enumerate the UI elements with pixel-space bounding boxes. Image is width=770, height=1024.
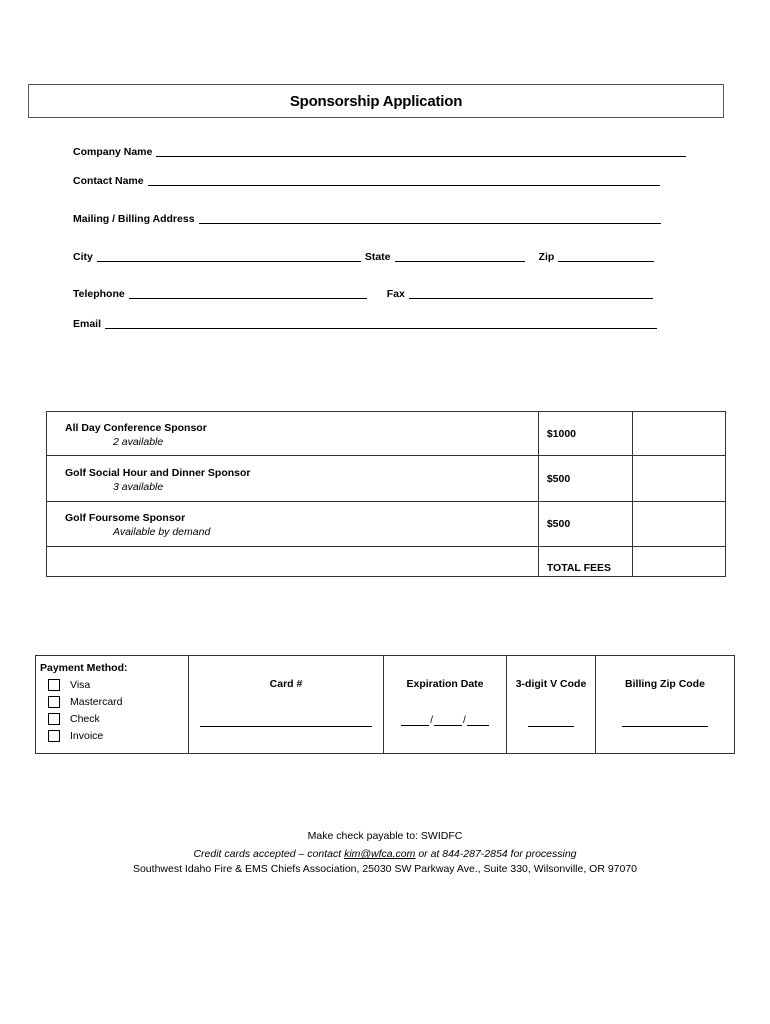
checkbox[interactable] xyxy=(48,696,60,708)
page-title: Sponsorship Application xyxy=(289,92,463,110)
option-label: Invoice xyxy=(70,729,104,742)
payment-option-mastercard[interactable] xyxy=(40,693,188,710)
sponsor-name: Golf Social Hour and Dinner Sponsor xyxy=(65,466,251,479)
payment-option-visa[interactable] xyxy=(40,676,188,693)
email-field[interactable] xyxy=(73,316,661,330)
zip-input[interactable] xyxy=(558,251,654,262)
exp-year-blank[interactable] xyxy=(467,715,489,726)
contact-name-label: Contact Name xyxy=(73,175,144,187)
state-input[interactable] xyxy=(395,251,525,262)
sponsor-price: $500 xyxy=(538,456,633,502)
vcode-input[interactable] xyxy=(528,716,574,727)
contact-name-input[interactable] xyxy=(148,175,660,186)
sponsor-amount-cell[interactable] xyxy=(633,456,726,502)
sponsor-price: $500 xyxy=(538,502,633,547)
expiration-input[interactable] xyxy=(384,716,506,726)
option-label: Mastercard xyxy=(70,695,123,708)
zip-field[interactable] xyxy=(539,251,659,263)
city-state-zip-row xyxy=(73,249,658,263)
company-name-field[interactable] xyxy=(73,144,690,158)
organization-address: Southwest Idaho Fire & EMS Chiefs Association, 25030 SW Parkway Ave., Suite 330, Wilsonville, OR 97070 xyxy=(132,863,638,875)
sponsor-name: All Day Conference Sponsor xyxy=(65,421,207,434)
sponsor-availability: 3 available xyxy=(113,480,164,493)
check-payable-note: Make check payable to: SWIDFC xyxy=(307,830,463,842)
sponsor-name-cell xyxy=(47,456,539,502)
sponsor-availability: 2 available xyxy=(113,435,164,448)
sponsor-name: Golf Foursome Sponsor xyxy=(65,512,186,524)
city-label: City xyxy=(73,251,93,263)
exp-day-blank[interactable] xyxy=(434,715,462,726)
payment-method-label: Payment Method: xyxy=(40,662,128,674)
expiration-label: Expiration Date xyxy=(406,678,484,690)
total-row xyxy=(47,547,726,577)
checkbox[interactable] xyxy=(48,713,60,725)
title-box xyxy=(28,84,724,118)
company-name-input[interactable] xyxy=(156,146,686,157)
mailing-address-field[interactable] xyxy=(73,211,665,225)
checkbox[interactable] xyxy=(48,679,60,691)
payment-option-invoice[interactable] xyxy=(40,727,188,744)
state-label: State xyxy=(364,251,391,263)
sponsor-name-cell xyxy=(47,502,539,547)
mailing-address-label: Mailing / Billing Address xyxy=(73,213,195,225)
sponsor-amount-cell[interactable] xyxy=(633,412,726,456)
contact-email-link[interactable]: kim@wfca.com xyxy=(344,848,416,860)
total-spacer-cell xyxy=(47,547,539,577)
slash-glyph: / xyxy=(430,715,433,726)
exp-month-blank[interactable] xyxy=(401,715,429,726)
credit-card-note xyxy=(0,848,770,860)
email-input[interactable] xyxy=(105,318,657,329)
payment-table xyxy=(35,655,735,754)
sponsor-row xyxy=(47,502,726,547)
email-label: Email xyxy=(73,318,102,330)
vcode-cell xyxy=(507,656,596,754)
sponsor-price: $1000 xyxy=(538,412,633,456)
telephone-input[interactable] xyxy=(129,288,367,299)
credit-suffix: or at 844-287-2854 for processing xyxy=(415,848,577,860)
mailing-address-input[interactable] xyxy=(199,213,661,224)
total-fees-label: TOTAL FEES xyxy=(538,547,633,577)
billing-zip-input[interactable] xyxy=(622,716,708,727)
checkbox[interactable] xyxy=(48,730,60,742)
option-label: Check xyxy=(70,712,100,725)
telephone-label: Telephone xyxy=(73,288,125,300)
fax-input[interactable] xyxy=(409,288,653,299)
billing-zip-cell xyxy=(596,656,735,754)
zip-label: Zip xyxy=(538,251,555,263)
sponsor-name-cell xyxy=(47,412,539,456)
contact-name-field[interactable] xyxy=(73,173,664,187)
payment-method-cell xyxy=(36,656,189,754)
payment-option-check[interactable] xyxy=(40,710,188,727)
slash-glyph: / xyxy=(463,715,466,726)
city-input[interactable] xyxy=(97,251,361,262)
option-label: Visa xyxy=(70,678,91,691)
sponsorship-table xyxy=(46,411,726,577)
telephone-field[interactable] xyxy=(73,288,371,300)
sponsor-amount-cell[interactable] xyxy=(633,502,726,547)
total-fees-cell[interactable] xyxy=(633,547,726,577)
sponsor-availability: Available by demand xyxy=(113,526,211,538)
expiration-cell xyxy=(384,656,507,754)
card-number-cell xyxy=(189,656,384,754)
state-field[interactable] xyxy=(365,251,529,263)
vcode-label: 3-digit V Code xyxy=(515,678,587,690)
phone-fax-row xyxy=(73,286,657,300)
card-number-input[interactable] xyxy=(200,716,372,727)
fax-field[interactable] xyxy=(387,288,657,300)
sponsor-row xyxy=(47,412,726,456)
credit-prefix: Credit cards accepted – contact xyxy=(193,848,345,860)
fax-label: Fax xyxy=(386,288,405,300)
billing-zip-label: Billing Zip Code xyxy=(625,678,705,690)
city-field[interactable] xyxy=(73,251,365,263)
card-number-label: Card # xyxy=(269,678,303,690)
company-name-label: Company Name xyxy=(73,146,153,158)
sponsor-row xyxy=(47,456,726,502)
